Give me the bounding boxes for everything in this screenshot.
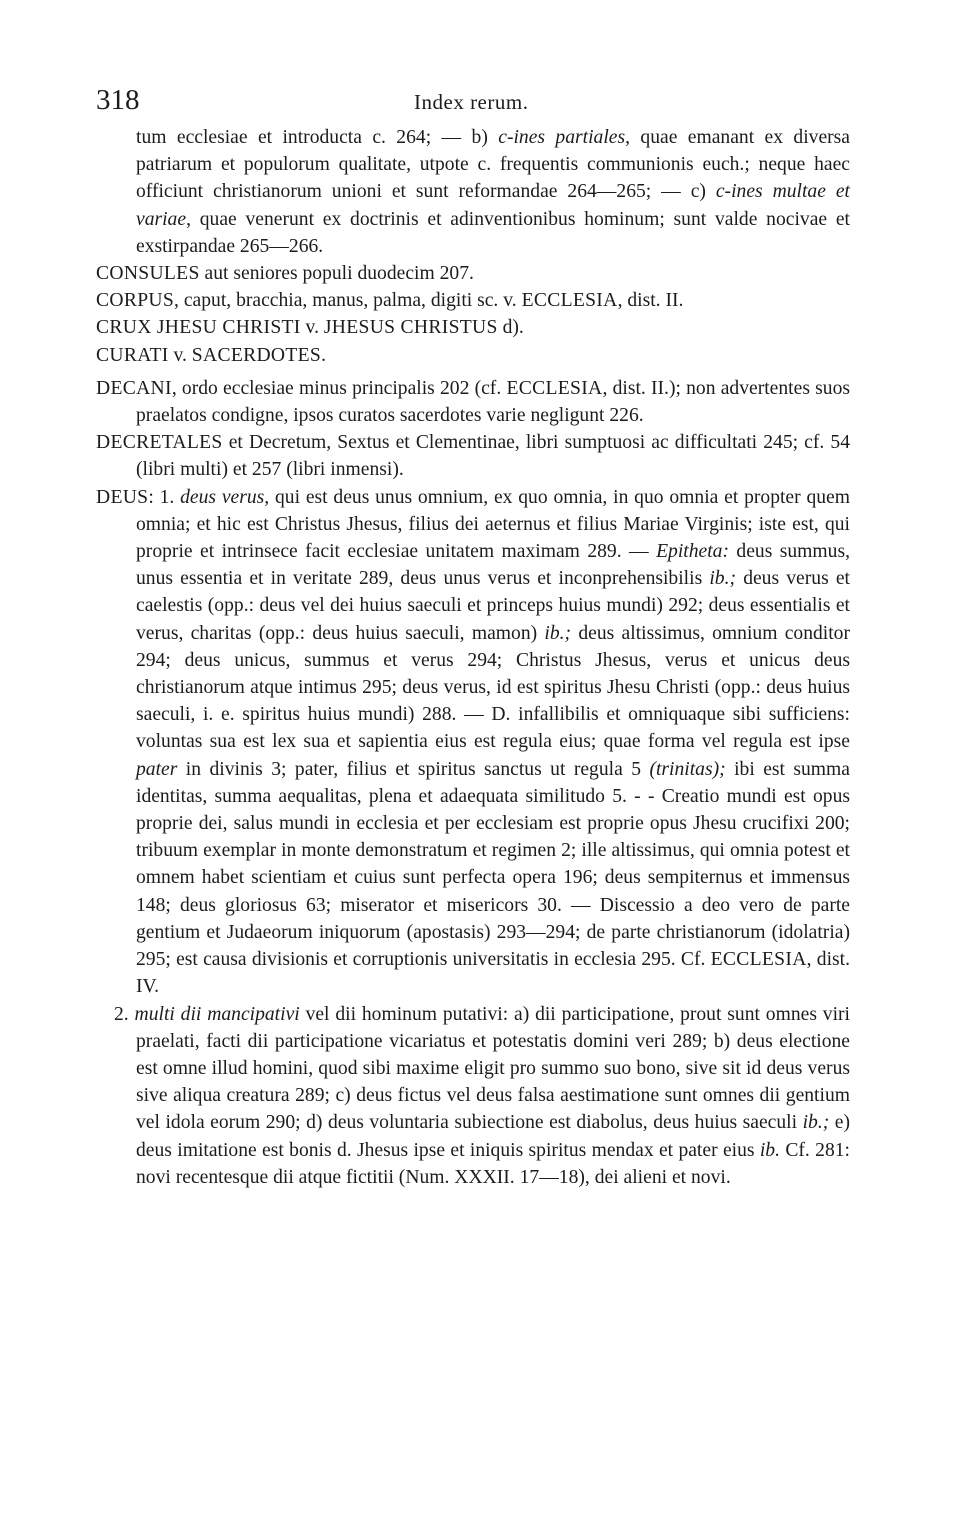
entry-italic: c-ines multae et variae [136,181,850,230]
entry-italic: pater [136,758,178,780]
index-entry-crux [96,314,850,341]
entry-text: deus summus, unus essentia et in veritate 289, deus unus verus et inconprehensibilis [136,541,850,590]
entry-italic: Epitheta: [656,541,729,563]
entry-text: , caput, bracchia, manus, palma, digiti sc. v. [174,290,522,312]
entry-headword: CURATI [96,344,169,366]
cross-reference: ECCLESIA [506,377,603,399]
entry-text: qui est deus unus omnium, ex quo omnia, in quo omnia et propter quem omnia; et hic est Christus Jhesus, filius dei aeternus et filius Mariae Virginis; iste est, qui proprie et intrinsece facit ecclesiae unitatem maximam 289. — [136,486,850,563]
entry-text: in divinis 3; pater, filius et spiritus sanctus ut regula 5 [177,758,650,780]
entry-italic: ib.; [802,1112,830,1134]
cross-reference: ECCLESIA [710,949,807,971]
entry-headword: DECANI [96,377,172,399]
entry-text: , quae emanant ex diversa patriarum et populorum qualitate, utpote c. frequentis communionis euch.; neque haec officiunt christianorum unioni et sunt reformandae 264—265; — c) [136,127,851,203]
entry-text: v. [300,317,324,339]
entry-headword: CORPUS [96,290,175,312]
running-title: Index rerum. [414,90,529,114]
index-entry-continuation [96,124,850,260]
index-entry-curati [96,342,850,369]
entry-text: , ordo ecclesiae minus principalis 202 (cf. [171,377,507,399]
entry-text: , dist. II. [617,290,684,312]
index-body [96,124,850,1191]
entry-headword: DECRETALES [96,432,223,454]
entry-text: vel dii hominum putativi: a) dii participatione, prout sunt omnes viri praelati, facti dii participatione vicariatus et potestatis domini veri 289; b) deus electione est omne illud homini, quod sibi maxime eligit pro summo suo bono, sive sit id deus verus sive aliqua creatura 289; c) deus fictus vel deus falsa aestimatione sunt omnes dii gentium vel idola eorum 290; d) deus voluntaria subiectione est diabolus, deus huius saeculi [136,1003,850,1134]
entry-text: ibi est summa identitas, summa aequalitas, plena et adaequata similitudo 5. - - Creatio mundi est opus proprie dei, salus mundi in ecclesia et per ecclesiam est proprie opus Jhesu crucifixi 200; tribuum exemplar in monte demonstratum et regimen 2; ille altissimus, qui omnia potest et omnem habet scientiam et cuius sunt perfecta opera 196; deus sempiternus et immensus 148; deus gloriosus 63; miserator et misericors 30. — Discessio a deo vero de parte gentium et Judaeorum iniquorum (apostasis) 293—294; de parte christianorum (idolatria) 295; est causa divisionis et corruptionis universitatis in ecclesia 295. Cf. [136,758,850,971]
entry-text: tum ecclesiae et introducta c. 264; — b) [136,127,499,148]
entry-text: e) deus imitatione est bonis d. Jhesus ipse et iniquis spiritus mendax et pater eius [136,1112,850,1161]
page-header [96,84,850,124]
entry-headword: CRUX JHESU CHRISTI [96,317,301,339]
entry-text: deus altissimus, omnium conditor 294; deus unicus, summus et verus 294; Christus Jhesus, verus et unicus deus christianorum atque intimus 295; deus verus, id est spiritus Jhesu Christi (opp.: deus huius saeculi, i. e. spiritus huius mundi) 288. — D. infallibilis et omniquaque sibi sufficiens: voluntas sua est lex sua et sapientia eius est regula eius; quae forma vel regula est ipse [136,622,851,753]
entry-text: . [321,344,326,366]
page-number: 318 [96,84,140,116]
entry-text: , dist. IV. [136,949,850,998]
entry-text: : 1. [148,486,181,508]
index-entry-decretales [96,429,850,483]
entry-italic: multi dii mancipativi [134,1003,300,1025]
entry-italic: ib.; [544,622,572,644]
entry-italic: ib. [759,1139,780,1161]
entry-italic: ib.; [709,568,737,590]
cross-reference: SACERDOTES [191,344,322,366]
entry-text: et Decretum, Sextus et Clementinae, libri sumptuosi ac difficultati 245; cf. 54 (libri multi) et 257 (libri inmensi). [136,432,850,481]
entry-headword: CONSULES [96,263,200,285]
index-entry-consules [96,260,850,287]
cross-reference: ECCLESIA [521,290,618,312]
section-number: 2. [114,1003,135,1025]
entry-headword: DEUS [96,486,149,508]
entry-text: deus verus et caelestis (opp.: deus vel dei huius saeculi et princeps huius mundi) 292; deus essentialis et verus, charitas (opp.: deus huius saeculi, mamon) [136,568,850,644]
entry-text: d). [497,317,524,339]
entry-text: Cf. 281: novi recentesque dii atque fictitii (Num. XXXII. 17—18), dei alieni et novi. [136,1139,850,1188]
entry-italic: (trinitas); [649,758,726,780]
cross-reference: JHESUS CHRISTUS [323,317,498,339]
entry-italic: c-ines partiales [498,127,626,148]
entry-text: aut seniores populi duodecim 207. [199,263,474,285]
entry-text: v. [168,344,192,366]
index-entry-corpus [96,287,850,314]
index-entry-deus [96,484,850,1001]
index-entry-deus-section-2 [96,1001,850,1191]
entry-text: , dist. II.); non advertentes suos praelatos condigne, ipsos curatos sacerdotes varie negligunt 226. [136,377,850,427]
entry-text: , quae venerunt ex doctrinis et adinventionibus hominum; sunt valde nocivae et exstirpandae 265—266. [136,208,850,257]
index-entry-decani [96,375,850,429]
entry-italic: deus verus, [180,486,270,508]
